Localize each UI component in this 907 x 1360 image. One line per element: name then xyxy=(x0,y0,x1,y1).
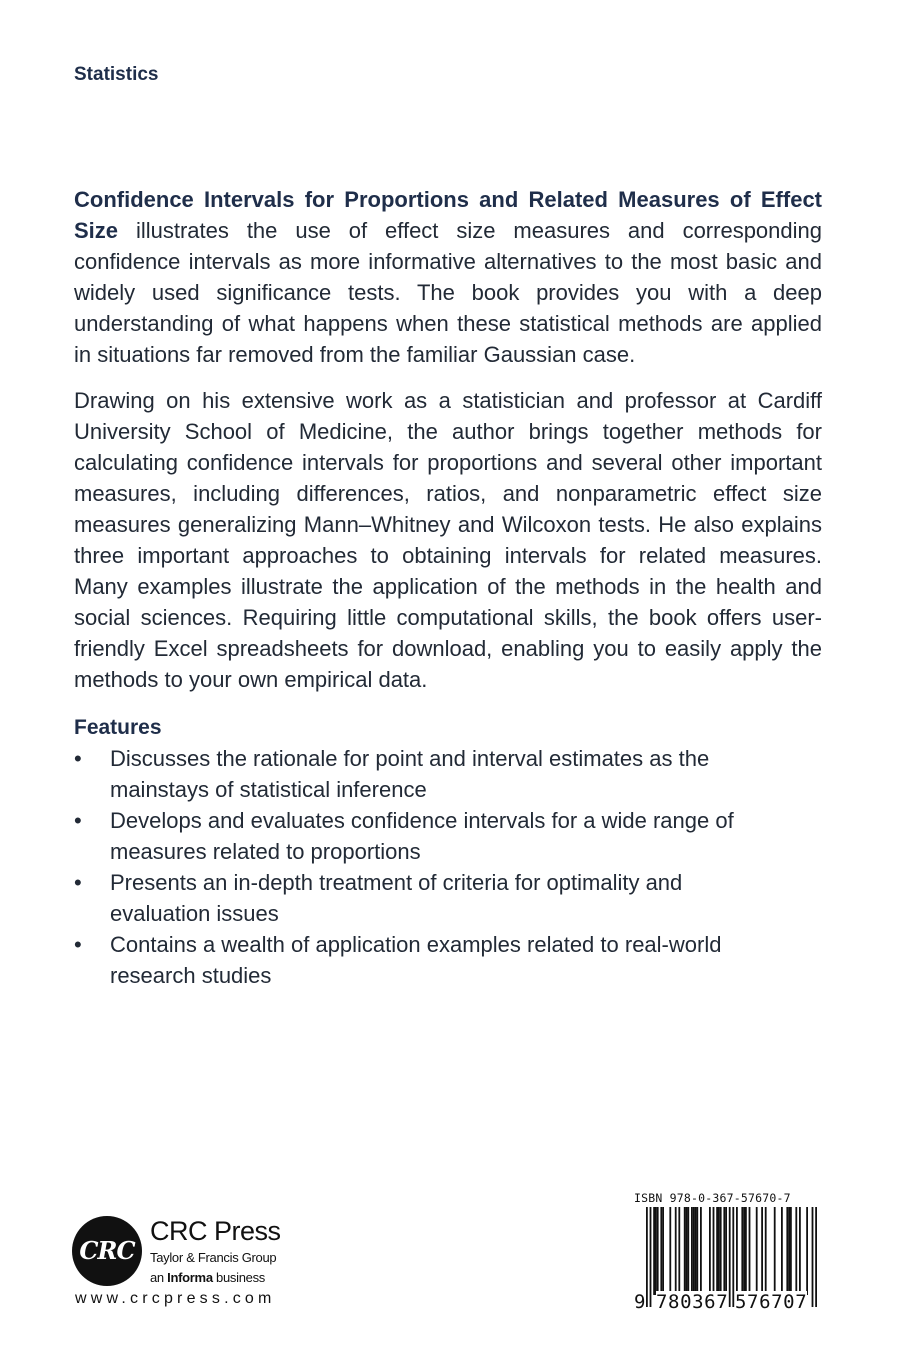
barcode-bar xyxy=(696,1207,698,1295)
barcode-bar xyxy=(749,1207,751,1295)
barcode-bar xyxy=(725,1207,727,1295)
barcode-bar xyxy=(741,1207,743,1295)
barcode-bar xyxy=(765,1207,767,1295)
isbn-label: ISBN 978-0-367-57670-7 xyxy=(634,1191,791,1205)
publisher-business xyxy=(150,1270,265,1285)
barcode-bar xyxy=(806,1207,808,1295)
bullet-icon: • xyxy=(74,746,82,771)
feature-item xyxy=(74,805,770,867)
publisher-logo xyxy=(72,1216,332,1316)
barcode-bar xyxy=(686,1207,688,1295)
barcode-bar xyxy=(720,1207,722,1295)
barcode-bar xyxy=(695,1207,697,1295)
description-paragraph-1 xyxy=(74,184,822,370)
barcode-bar xyxy=(693,1207,695,1295)
barcode-bar xyxy=(723,1207,725,1295)
feature-item xyxy=(74,929,770,991)
barcode-bar xyxy=(678,1207,680,1295)
barcode-bar xyxy=(700,1207,702,1295)
barcode-bar xyxy=(691,1207,693,1295)
feature-item xyxy=(74,867,770,929)
barcode-digit-group-2: 576707 xyxy=(735,1291,808,1313)
isbn-barcode xyxy=(634,1191,824,1319)
barcode-bar xyxy=(795,1207,797,1295)
feature-item xyxy=(74,743,770,805)
barcode-bar xyxy=(713,1207,715,1295)
description-paragraph-1-text: illustrates the use of effect size measures and corresponding confidence intervals as more informative alternatives to the most basic and widely used significance tests. The book provides you with a deep understanding of what happens when these statistical methods are applied in situations far removed from the familiar Gaussian case. xyxy=(74,218,822,367)
business-brand: Informa xyxy=(167,1270,213,1285)
book-title: Confidence Intervals for Proportions and Related Measures of Effect Size xyxy=(74,187,822,243)
barcode-bar xyxy=(736,1207,738,1295)
crc-logo-icon: CRC xyxy=(72,1216,142,1286)
barcode-bar xyxy=(781,1207,783,1295)
publisher-name: CRC Press xyxy=(150,1216,281,1246)
barcode-bar xyxy=(743,1207,745,1295)
barcode-bar xyxy=(687,1207,689,1295)
publisher-url: www.crcpress.com xyxy=(75,1290,276,1307)
feature-text: Discusses the rationale for point and interval estimates as the mainstays of statistical inference xyxy=(110,746,710,802)
barcode-bar xyxy=(669,1207,671,1295)
barcode-bar xyxy=(660,1207,662,1295)
features-list xyxy=(74,743,822,991)
barcode-bar xyxy=(655,1207,657,1295)
barcode-bar xyxy=(799,1207,801,1295)
bullet-icon: • xyxy=(74,870,82,895)
barcode-digit-lead: 9 xyxy=(634,1291,647,1313)
barcode-bar xyxy=(774,1207,776,1295)
back-cover-text xyxy=(74,184,822,991)
barcode-bar xyxy=(761,1207,763,1295)
category-label: Statistics xyxy=(74,64,159,85)
bullet-icon: • xyxy=(74,932,82,957)
barcode-bar xyxy=(788,1207,790,1295)
barcode-bar xyxy=(709,1207,711,1295)
barcode-bar xyxy=(716,1207,718,1295)
barcode-bar xyxy=(756,1207,758,1295)
bullet-icon: • xyxy=(74,808,82,833)
barcode-bar xyxy=(786,1207,788,1295)
features-heading: Features xyxy=(74,716,162,739)
barcode-bar xyxy=(684,1207,686,1295)
description-paragraph-2: Drawing on his extensive work as a statistician and professor at Cardiff University School of Medicine, the author brings together methods for calculating confidence intervals for proportions and several other important measures, including differences, ratios, and nonparametric effect size measures generalizing Mann–Whitney and Wilcoxon tests. He also explains three important approaches to obtaining intervals for related measures. Many examples illustrate the application of the methods in the health and social sciences. Requiring little computational skills, the book offers user-friendly Excel spreadsheets for download, enabling you to easily apply the methods to your own empirical data. xyxy=(74,388,822,692)
business-prefix: an xyxy=(150,1270,168,1285)
barcode-bar xyxy=(718,1207,720,1295)
barcode-bar xyxy=(675,1207,677,1295)
barcode-bar xyxy=(657,1207,659,1295)
barcode-bar xyxy=(662,1207,664,1295)
feature-text: Develops and evaluates confidence intervals for a wide range of measures related to proportions xyxy=(110,808,734,864)
feature-text: Presents an in-depth treatment of criteria for optimality and evaluation issues xyxy=(110,870,683,926)
barcode-digit-group-1: 780367 xyxy=(656,1291,729,1313)
publisher-group: Taylor & Francis Group xyxy=(150,1250,277,1265)
feature-text: Contains a wealth of application examples related to real-world research studies xyxy=(110,932,722,988)
barcode-bar xyxy=(745,1207,747,1295)
business-suffix: business xyxy=(212,1270,265,1285)
barcode-bar xyxy=(653,1207,655,1295)
barcode-digits xyxy=(634,1291,824,1315)
barcode-bar xyxy=(790,1207,792,1295)
